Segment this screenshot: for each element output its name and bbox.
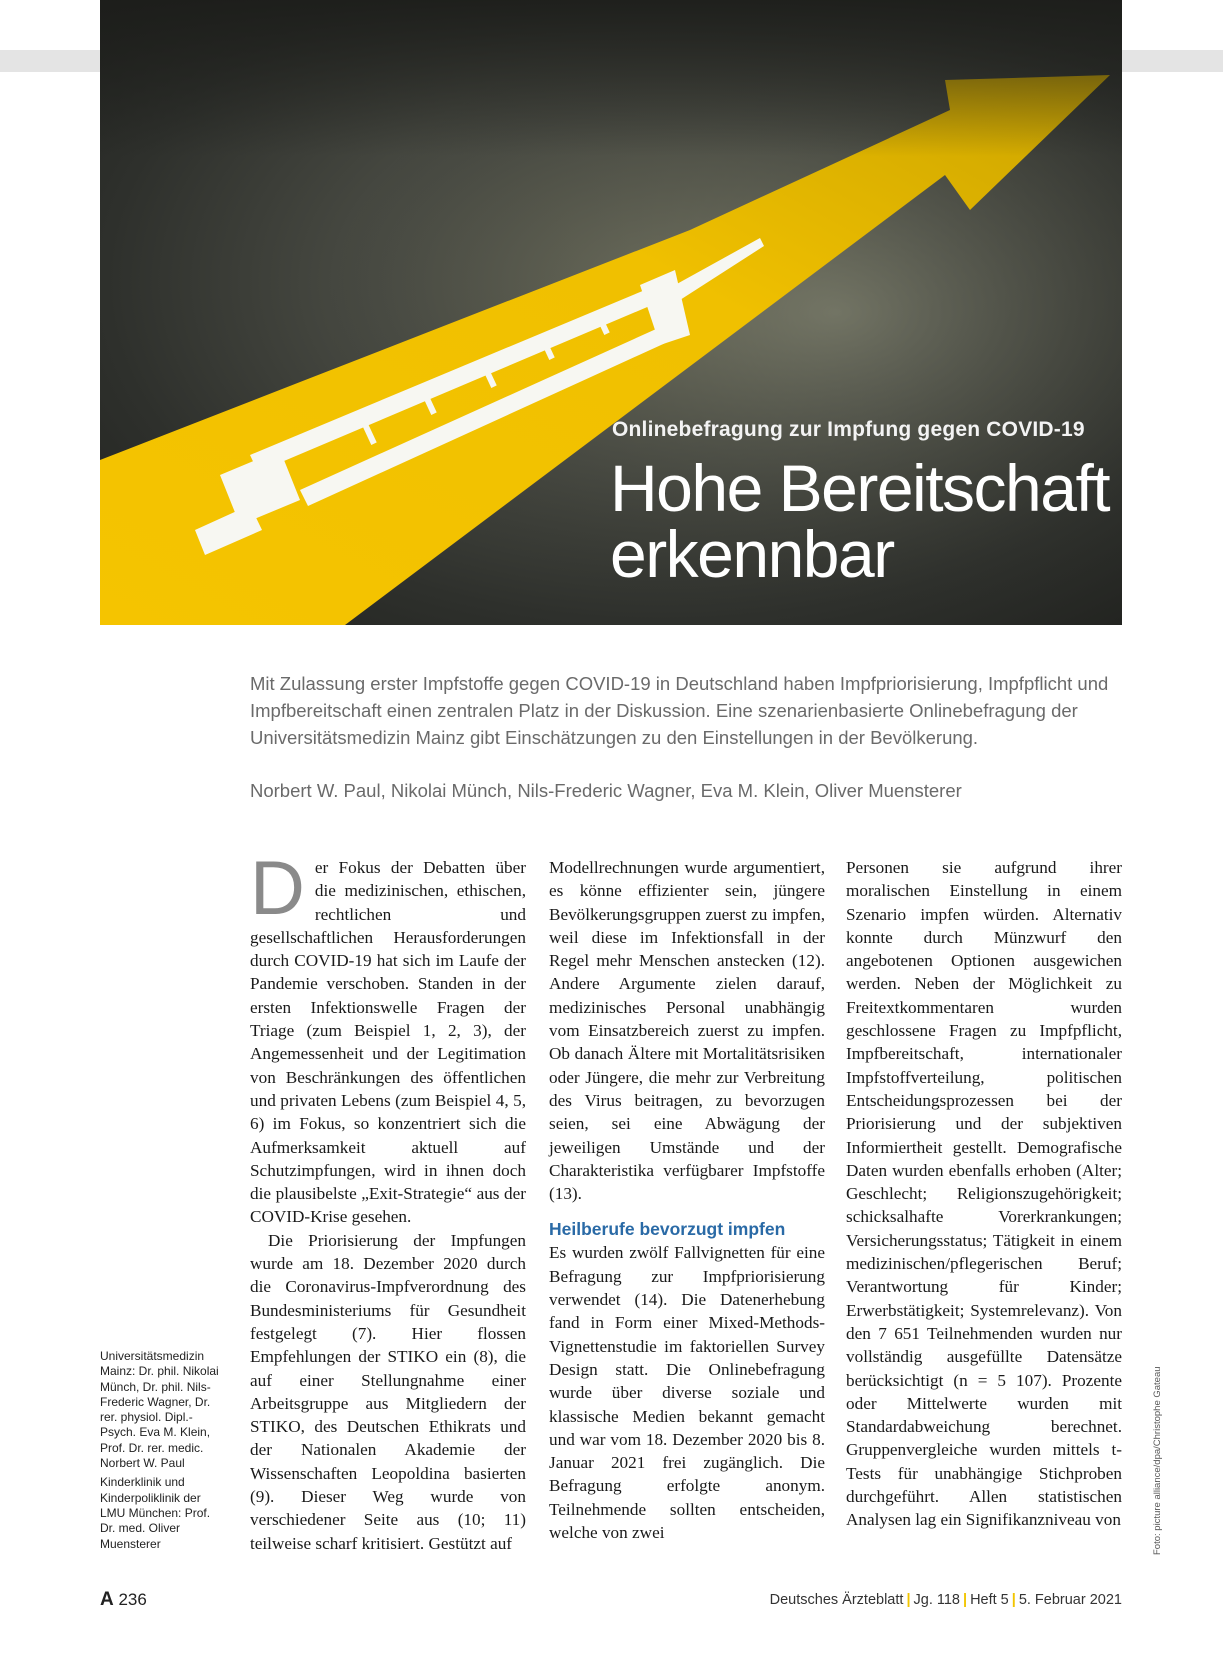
page-prefix: A bbox=[100, 1589, 114, 1610]
article-title bbox=[610, 451, 1110, 591]
author-list: Norbert W. Paul, Nikolai Münch, Nils-Frederic Wagner, Eva M. Klein, Oliver Muensterer bbox=[250, 780, 962, 801]
article-kicker: Onlinebefragung zur Impfung gegen COVID-19 bbox=[612, 418, 1085, 441]
header-band-left bbox=[0, 50, 100, 72]
separator: | bbox=[906, 1592, 911, 1608]
paragraph: Es wurden zwölf Fallvignetten für eine Befragung zur Impfpriorisierung verwendet (14). Die Datenerhebung fand in Form einer Mixed-Methods-Vignettenstudie im faktoriellen Survey Design statt. Die Onlinebefragung wurde über diverse soziale und klassische Medien bekannt gemacht und war vom 18. Dezember 2020 bis 8. Januar 2021 frei zugänglich. Die Befragung erfolgte anonym. Teilnehmende sollten entscheiden, welche von zwei bbox=[549, 1243, 825, 1543]
title-line-2: erkennbar bbox=[610, 517, 894, 591]
journal-volume: Jg. 118 bbox=[913, 1592, 960, 1608]
text-column-2 bbox=[549, 856, 825, 1544]
photo-credit: Foto: picture alliance/dpa/Christophe Gateau bbox=[1152, 1366, 1163, 1555]
header-band-right bbox=[1122, 50, 1223, 72]
author-affiliations bbox=[100, 1349, 226, 1556]
paragraph: Personen sie aufgrund ihrer moralischen Einstellung in einem Szenario impfen würden. Alternativ konnte durch Münzwurf den angebotenen Optionen ausgewichen werden. Neben der Möglichkeit zu Freitextkommentaren wurden geschlossene Fragen zu Impfpflicht, Impfbereitschaft, internationaler Impfstoffverteilung, politischen Entscheidungsprozessen bei der Priorisierung und der subjektiven Informiertheit gestellt. Demografische Daten wurden ebenfalls erhoben (Alter; Geschlecht; Religionszugehörigkeit; schicksalhafte Vorerkrankungen; Versicherungsstatus; Tätigkeit in einem medizinischen/pflegerischen Beruf; Verantwortung für Kinder; Erwerbstätigkeit; Systemrelevanz). Von den 7 651 Teilnehmenden wurden nur vollständig ausgefüllte Datensätze berücksichtigt (n = 5 107). Prozente oder Mittelwerte wurden mit Standardabweichung berechnet. Gruppenvergleiche wurden mittels t-Tests für unabhängige Stichproben durchgeführt. Allen statistischen Analysen lag ein Signifikanzniveau von bbox=[846, 858, 1122, 1530]
separator: | bbox=[1011, 1592, 1016, 1608]
journal-issue: Heft 5 bbox=[970, 1592, 1009, 1608]
title-line-1: Hohe Bereitschaft bbox=[610, 451, 1110, 525]
paragraph bbox=[250, 846, 526, 1229]
hero-photo bbox=[100, 0, 1122, 625]
paragraph-text: er Fokus der Debatten über die medizinischen, ethischen, rechtlichen und gesellschaftlichen Herausforderungen durch COVID-19 hat sich im Laufe der Pandemie verschoben. Standen in der ersten Infektionswelle Fragen der Triage (zum Beispiel 1, 2, 3), der Angemessenheit und der Legitimation von Beschränkungen des öffentlichen und privaten Lebens (zum Beispiel 4, 5, 6) im Fokus, so konzentriert sich die Aufmerksamkeit aktuell auf Schutzimpfungen, wird in ihnen doch die plausibelste „Exit-Strategie“ aus der COVID-Krise gesehen. bbox=[250, 858, 526, 1227]
paragraph: Modellrechnungen wurde argumentiert, es könne effizienter sein, jüngere Bevölkerungsgruppen zuerst zu impfen, weil diese im Infektionsfall in der Regel mehr Menschen anstecken (12). Andere Argumente zielen darauf, medizinisches Personal unabhängig vom Einsatzbereich zuerst zu impfen. Ob danach Ältere mit Mortalitätsrisiken oder Jüngere, die mehr zur Verbreitung des Virus beitragen, zu bevorzugen seien, sei eine Abwägung der jeweiligen Umstände und der Charakteristika verfügbarer Impfstoffe (13). bbox=[549, 858, 825, 1204]
section-heading: Heilberufe bevorzugt impfen bbox=[549, 1219, 786, 1240]
affiliation-munich: Kinderklinik und Kinderpoliklinik der LMU München: Prof. Dr. med. Oliver Muensterer bbox=[100, 1475, 211, 1551]
paragraph: Die Priorisierung der Impfungen wurde am 18. Dezember 2020 durch die Coronavirus-Impfverordnung des Bundesministeriums für Gesundheit festgelegt (7). Hier flossen Empfehlungen der STIKO ein (8), die auf einer Stellungnahme einer Arbeitsgruppe aus Mitgliedern der STIKO, des Deutschen Ethikrats und der Nationalen Akademie der Wissenschaften Leopoldina basierten (9). Dieser Weg wurde von verschiedener Seite aus (10; 11) teilweise scharf kritisiert. Gestützt auf bbox=[250, 1230, 526, 1553]
drop-cap: D bbox=[250, 846, 305, 931]
lead-paragraph: Mit Zulassung erster Impfstoffe gegen COVID-19 in Deutschland haben Impfpriorisierung, Impfpflicht und Impfbereitschaft einen zentralen Platz in der Diskussion. Eine szenarienbasierte Onlinebefragung der Universitätsmedizin Mainz gibt Einschätzungen zu den Einstellungen in der Bevölkerung. bbox=[250, 673, 1109, 748]
text-column-1 bbox=[250, 846, 526, 1555]
journal-footer bbox=[770, 1592, 1122, 1608]
affiliation-mainz: Universitätsmedizin Mainz: Dr. phil. Nikolai Münch, Dr. phil. Nils-Frederic Wagner, Dr. rer. physiol. Dipl.-Psych. Eva M. Klein, Prof. Dr. rer. medic. Norbert W. Paul bbox=[100, 1349, 219, 1471]
text-column-3 bbox=[846, 856, 1122, 1532]
separator: | bbox=[963, 1592, 968, 1608]
journal-name: Deutsches Ärzteblatt bbox=[769, 1592, 904, 1608]
journal-date: 5. Februar 2021 bbox=[1018, 1592, 1122, 1608]
page-number bbox=[100, 1589, 147, 1611]
page-number-value: 236 bbox=[118, 1590, 147, 1609]
